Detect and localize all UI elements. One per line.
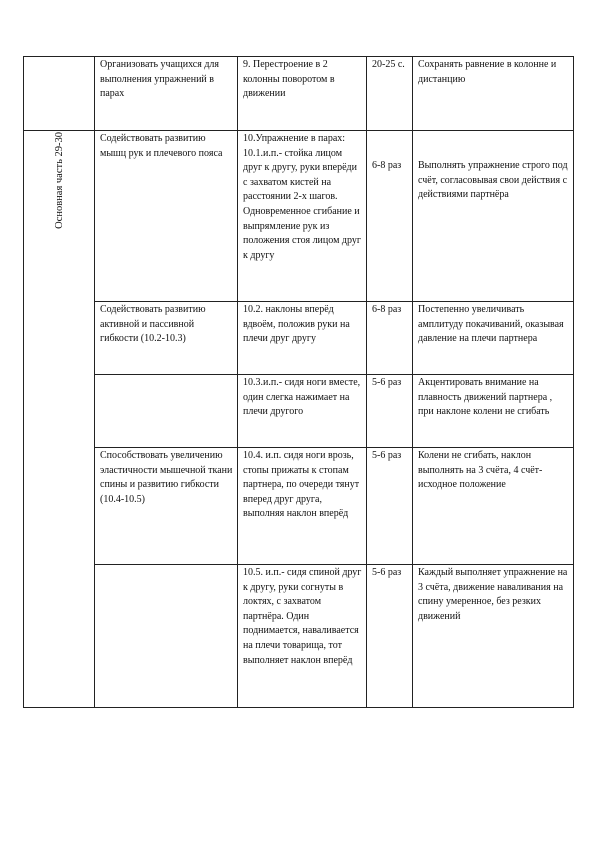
dose-cell: 5-6 раз (367, 565, 413, 708)
lesson-plan-table (23, 56, 574, 708)
dose-cell: 20-25 с. (367, 57, 413, 131)
task-cell: Содействовать развитию мышц рук и плечевого пояса (95, 131, 238, 302)
guidance-cell: Выполнять упражнение строго под счёт, согласовывая свои действия с действиями партнёра (413, 131, 574, 302)
task-cell: Содействовать развитию активной и пассивной гибкости (10.2-10.3) (95, 302, 238, 375)
content-cell: 9. Перестроение в 2 колонны поворотом в движении (238, 57, 367, 131)
table-row (24, 565, 574, 708)
dose-cell: 5-6 раз (367, 448, 413, 565)
table-row (24, 448, 574, 565)
guidance-cell: Колени не сгибать, наклон выполнять на 3 счёта, 4 счёт-исходное положение (413, 448, 574, 565)
section-label: Основная часть 29-30 (53, 132, 65, 229)
guidance-cell: Сохранять равнение в колонне и дистанцию (413, 57, 574, 131)
dose-cell: 5-6 раз (367, 375, 413, 448)
content-cell: 10.Упражнение в парах: 10.1.и.п.- стойка лицом друг к другу, руки вперёди с захватом кистей на расстоянии 2-х шагов. Одновременное сгибание и выпрямление рук из положения стоя лицом друг к другу (238, 131, 367, 302)
table-row (24, 375, 574, 448)
task-cell: Способствовать увеличению эластичности мышечной ткани спины и развитию гибкости (10.4-10.5) (95, 448, 238, 565)
guidance-cell: Акцентировать внимание на плавность движений партнера , при наклоне колени не сгибать (413, 375, 574, 448)
task-cell: Организовать учащихся для выполнения упражнений в парах (95, 57, 238, 131)
guidance-cell: Каждый выполняет упражнение на 3 счёта, движение наваливания на спину умеренное, без резких движений (413, 565, 574, 708)
table-row (24, 131, 574, 302)
section-cell (24, 131, 95, 708)
dose-cell: 6-8 раз (367, 302, 413, 375)
guidance-cell: Постепенно увеличивать амплитуду покачиваний, оказывая давление на плечи партнера (413, 302, 574, 375)
task-cell-empty (95, 565, 238, 708)
table-row (24, 57, 574, 131)
content-cell: 10.3.и.п.- сидя ноги вместе, один слегка нажимает на плечи другого (238, 375, 367, 448)
task-cell-empty (95, 375, 238, 448)
dose-cell: 6-8 раз (367, 131, 413, 302)
table-row (24, 302, 574, 375)
content-cell: 10.5. и.п.- сидя спиной друг к другу, руки согнуты в локтях, с захватом партнёра. Один поднимается, наваливается на плечи товарища, тот выполняет наклон вперёд (238, 565, 367, 708)
content-cell: 10.4. и.п. сидя ноги врозь, стопы прижаты к стопам партнера, по очереди тянут вперед друг друга, выполняя наклон вперёд (238, 448, 367, 565)
section-cell-empty (24, 57, 95, 131)
content-cell: 10.2. наклоны вперёд вдвоём, положив руки на плечи друг другу (238, 302, 367, 375)
